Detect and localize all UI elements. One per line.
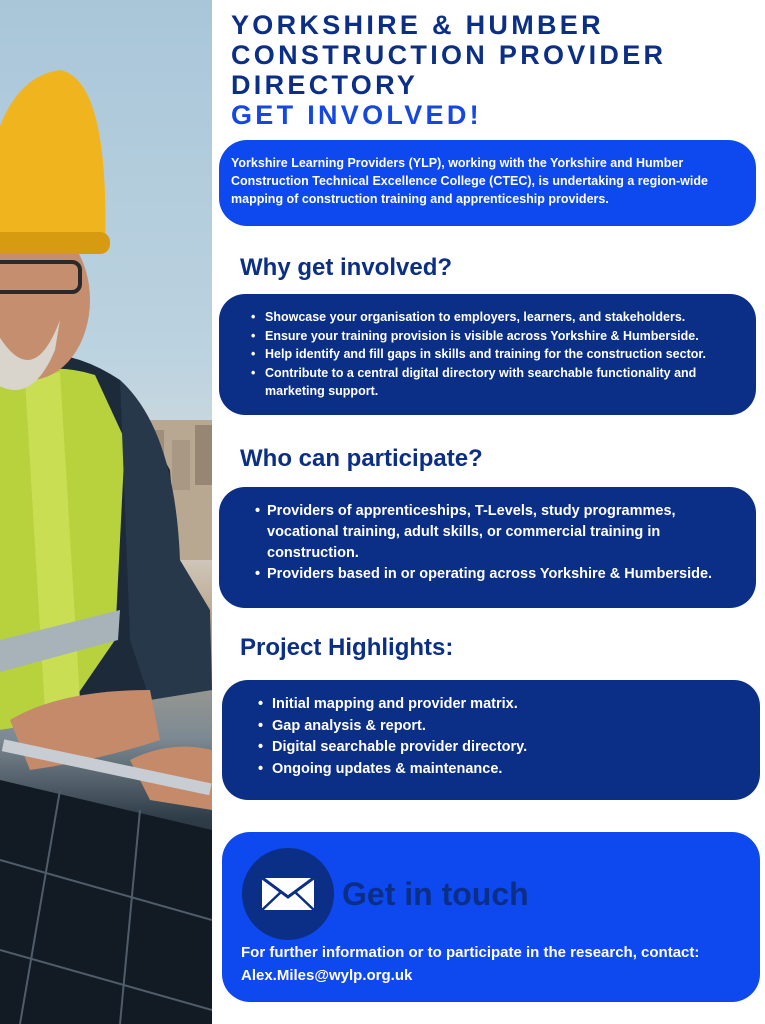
- list-item: • Digital searchable provider directory.: [258, 737, 748, 759]
- list-item: • Providers of apprenticeships, T-Levels, study programmes, vocational training, adult skills, or commercial training in construction.: [255, 501, 744, 564]
- intro-card: [219, 140, 756, 226]
- why-card: [219, 294, 756, 415]
- why-heading: Why get involved?: [240, 254, 453, 281]
- highlights-list: [258, 694, 748, 780]
- who-heading: Who can participate?: [240, 445, 483, 472]
- contact-card: [222, 832, 760, 1002]
- contact-title: Get in touch: [342, 876, 529, 912]
- contact-text: [241, 941, 756, 987]
- contact-email-link[interactable]: Alex.Miles@wylp.org.uk: [241, 967, 413, 984]
- who-card: [219, 487, 756, 608]
- contact-description: For further information or to participate in the research, contact:: [241, 944, 700, 961]
- list-item: • Ongoing updates & maintenance.: [258, 759, 748, 781]
- list-item: • Showcase your organisation to employers, learners, and stakeholders.: [251, 308, 744, 327]
- list-item: • Help identify and fill gaps in skills and training for the construction sector.: [251, 345, 744, 364]
- list-item: • Contribute to a central digital directory with searchable functionality and marketing support.: [251, 364, 744, 401]
- envelope-icon: [242, 848, 334, 940]
- list-item: • Initial mapping and provider matrix.: [258, 694, 748, 716]
- page-title: [231, 10, 751, 130]
- subtitle-text: GET INVOLVED!: [231, 100, 482, 130]
- intro-text: Yorkshire Learning Providers (YLP), working with the Yorkshire and Humber Construction Technical Excellence College (CTEC), is undertaking a region-wide mapping of construction training and apprenticeship providers.: [231, 156, 708, 206]
- worker-photo: [0, 0, 212, 1024]
- title-text: YORKSHIRE & HUMBER CONSTRUCTION PROVIDER DIRECTORY: [231, 10, 667, 100]
- list-item: • Ensure your training provision is visible across Yorkshire & Humberside.: [251, 327, 744, 346]
- list-item: • Providers based in or operating across Yorkshire & Humberside.: [255, 564, 744, 585]
- highlights-card: [222, 680, 760, 800]
- list-item: • Gap analysis & report.: [258, 716, 748, 738]
- who-list: [255, 501, 744, 585]
- why-list: [251, 308, 744, 401]
- highlights-heading: Project Highlights:: [240, 634, 454, 661]
